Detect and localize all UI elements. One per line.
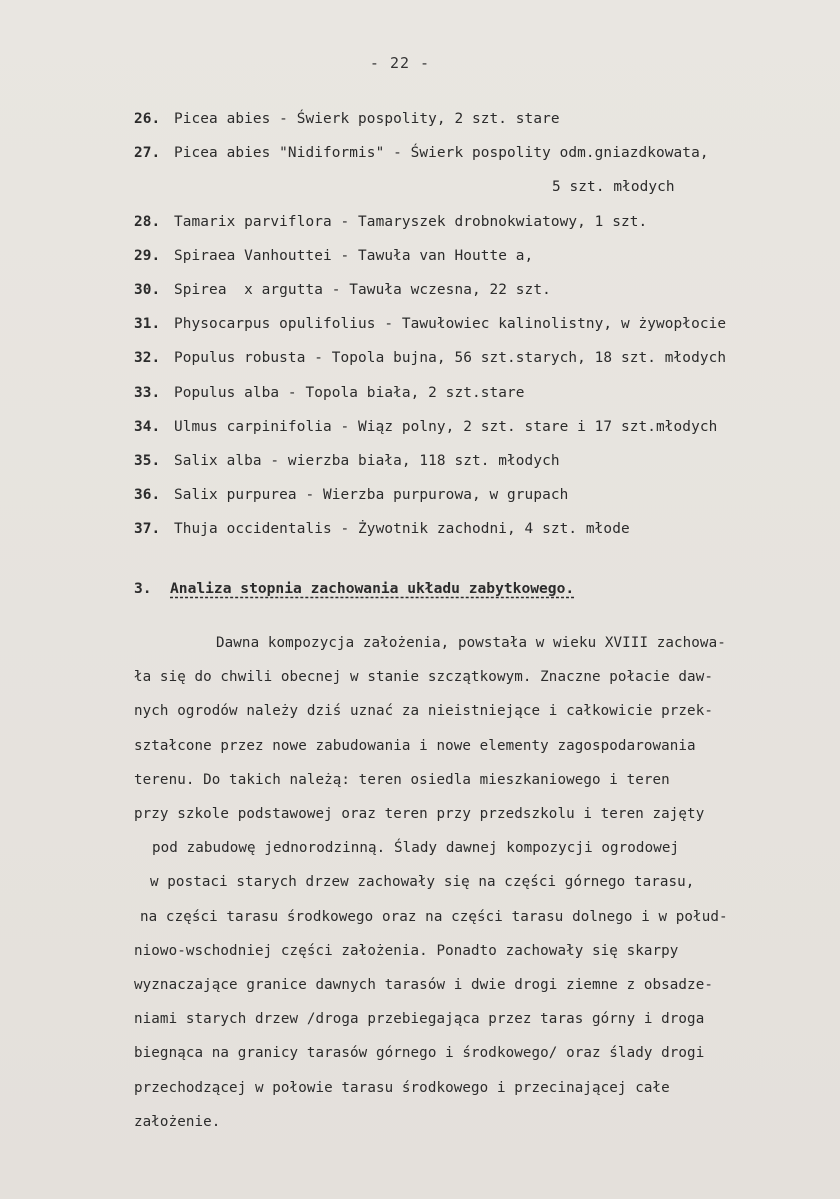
list-item [134, 410, 824, 444]
item-text: Ulmus carpinifolia - Wiąz polny, 2 szt. stare i 17 szt.młodych [174, 418, 718, 435]
paragraph-line: wyznaczające granice dawnych tarasów i dwie drogi ziemne z obsadze- [134, 976, 713, 993]
item-text: 5 szt. młodych [552, 179, 675, 196]
section-title: Analiza stopnia zachowania układu zabytkowego. [170, 580, 575, 597]
list-item [134, 239, 824, 273]
item-text: Physocarpus opulifolius - Tawułowiec kalinolistny, w żywopłocie [174, 316, 727, 333]
list-item [134, 205, 824, 239]
item-text: Spirea x argutta - Tawuła wczesna, 22 szt. [174, 282, 551, 299]
list-item [134, 341, 824, 375]
item-number: 29. [134, 247, 161, 264]
item-number: 27. [134, 145, 161, 162]
plant-list [134, 102, 824, 546]
paragraph-line: terenu. Do takich należą: teren osiedla mieszkaniowego i teren [134, 771, 670, 788]
item-text: Thuja occidentalis - Żywotnik zachodni, 4 szt. młode [174, 521, 630, 538]
list-item [134, 136, 824, 170]
item-number: 31. [134, 316, 161, 333]
list-item [134, 512, 824, 546]
item-number: 37. [134, 521, 161, 538]
item-number: 36. [134, 487, 161, 504]
item-text: Populus alba - Topola biała, 2 szt.stare [174, 384, 525, 401]
paragraph-line: założenie. [134, 1113, 221, 1130]
paragraph-line: w postaci starych drzew zachowały się na części górnego tarasu, [150, 874, 695, 891]
item-text: Picea abies - Świerk pospolity, 2 szt. stare [174, 111, 560, 128]
paragraph-line: biegnąca na granicy tarasów górnego i środkowego/ oraz ślady drogi [134, 1045, 705, 1062]
item-text: Spiraea Vanhouttei - Tawuła van Houtte a, [174, 247, 534, 264]
list-item [134, 102, 824, 136]
item-text: Salix purpurea - Wierzba purpurowa, w grupach [174, 487, 569, 504]
list-item-continuation [134, 170, 824, 204]
item-number: 34. [134, 418, 161, 435]
paragraph-line: na części tarasu środkowego oraz na części tarasu dolnego i w połud- [140, 908, 728, 925]
section-heading [134, 580, 574, 597]
section-number: 3. [134, 580, 152, 597]
paragraph-line: pod zabudowę jednorodzinną. Ślady dawnej kompozycji ogrodowej [152, 840, 680, 857]
paragraph-line: Dawna kompozycja założenia, powstała w wieku XVIII zachowa- [216, 635, 726, 652]
item-text: Salix alba - wierzba biała, 118 szt. młodych [174, 452, 560, 469]
page-number: - 22 - [369, 54, 431, 72]
paragraph-line: przy szkole podstawowej oraz teren przy przedszkolu i teren zajęty [134, 806, 705, 823]
list-item [134, 478, 824, 512]
item-number: 30. [134, 282, 161, 299]
paragraph-line: ształcone przez nowe zabudowania i nowe elementy zagospodarowania [134, 737, 696, 754]
list-item [134, 376, 824, 410]
item-text: Picea abies "Nidiformis" - Świerk pospolity odm.gniazdkowata, [174, 145, 709, 162]
item-number: 35. [134, 452, 161, 469]
item-text: Tamarix parviflora - Tamaryszek drobnokwiatowy, 1 szt. [174, 213, 648, 230]
item-number: 33. [134, 384, 161, 401]
item-number: 28. [134, 213, 161, 230]
item-number: 26. [134, 111, 161, 128]
item-text: Populus robusta - Topola bujna, 56 szt.starych, 18 szt. młodych [174, 350, 727, 367]
body-paragraph [134, 626, 824, 1139]
list-item [134, 307, 824, 341]
list-item [134, 444, 824, 478]
paragraph-line: przechodzącej w połowie tarasu środkowego i przecinającej całe [134, 1079, 670, 1096]
paragraph-line: nych ogrodów należy dziś uznać za nieistniejące i całkowicie przek- [134, 703, 713, 720]
paragraph-line: niami starych drzew /droga przebiegająca przez taras górny i droga [134, 1011, 705, 1028]
paragraph-line: ła się do chwili obecnej w stanie szczątkowym. Znaczne połacie daw- [134, 669, 713, 686]
paragraph-line: niowo-wschodniej części założenia. Ponadto zachowały się skarpy [134, 942, 679, 959]
item-number: 32. [134, 350, 161, 367]
list-item [134, 273, 824, 307]
